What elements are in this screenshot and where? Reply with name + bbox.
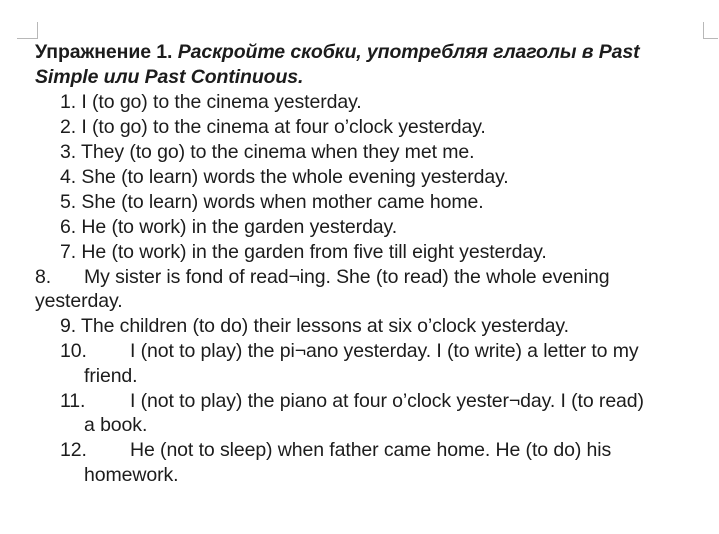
item-text: They (to go) to the cinema when they met me.	[81, 141, 475, 163]
list-item	[60, 215, 397, 239]
list-item	[60, 90, 362, 114]
exercise-task: Раскройте скобки, употребляя глаголы в Past	[177, 41, 640, 63]
list-item	[35, 265, 609, 289]
item-text: He (not to sleep) when father came home. He (to do) his	[130, 439, 612, 461]
page-corner-mark-left	[17, 22, 38, 39]
item-number: 5.	[60, 191, 77, 213]
item-text: My sister is fond of read¬ing. She (to read) the whole evening	[84, 266, 610, 288]
list-item	[60, 339, 639, 363]
list-item	[60, 190, 484, 214]
item-number: 10.	[60, 340, 87, 362]
item-text-cont: friend.	[84, 365, 138, 387]
item-number: 4.	[60, 166, 77, 188]
list-item	[60, 438, 611, 462]
item-text: I (not to play) the pi¬ano yesterday. I (to write) a letter to my	[130, 340, 639, 362]
item-text-cont: homework.	[84, 464, 179, 486]
exercise-heading	[35, 40, 640, 64]
item-text: I (not to play) the piano at four o’clock yester¬day. I (to read)	[130, 390, 644, 412]
item-number: 9.	[60, 315, 77, 337]
item-text: He (to work) in the garden from five till eight yesterday.	[81, 241, 547, 263]
item-text-cont: yesterday.	[35, 290, 123, 312]
exercise-task-cont: Simple или Past Continuous.	[35, 66, 304, 88]
item-text-cont: a book.	[84, 414, 148, 436]
list-item	[60, 389, 644, 413]
item-number: 6.	[60, 216, 77, 238]
list-item	[60, 165, 509, 189]
item-number: 7.	[60, 241, 77, 263]
list-item	[60, 314, 569, 338]
item-number: 11.	[60, 390, 86, 412]
item-number: 2.	[60, 116, 77, 138]
item-text: She (to learn) words when mother came home.	[81, 191, 484, 213]
item-text: The children (to do) their lessons at six o’clock yesterday.	[81, 315, 569, 337]
item-number: 8.	[35, 266, 52, 288]
list-item	[60, 115, 486, 139]
exercise-label: Упражнение 1.	[35, 41, 173, 63]
item-text: He (to work) in the garden yesterday.	[81, 216, 398, 238]
list-item	[60, 240, 547, 264]
item-number: 12.	[60, 439, 87, 461]
item-number: 3.	[60, 141, 77, 163]
list-item	[60, 140, 474, 164]
item-text: I (to go) to the cinema at four o’clock yesterday.	[81, 116, 486, 138]
item-text: She (to learn) words the whole evening yesterday.	[81, 166, 509, 188]
item-text: I (to go) to the cinema yesterday.	[81, 91, 362, 113]
page-corner-mark-right	[703, 22, 718, 39]
item-number: 1.	[60, 91, 77, 113]
